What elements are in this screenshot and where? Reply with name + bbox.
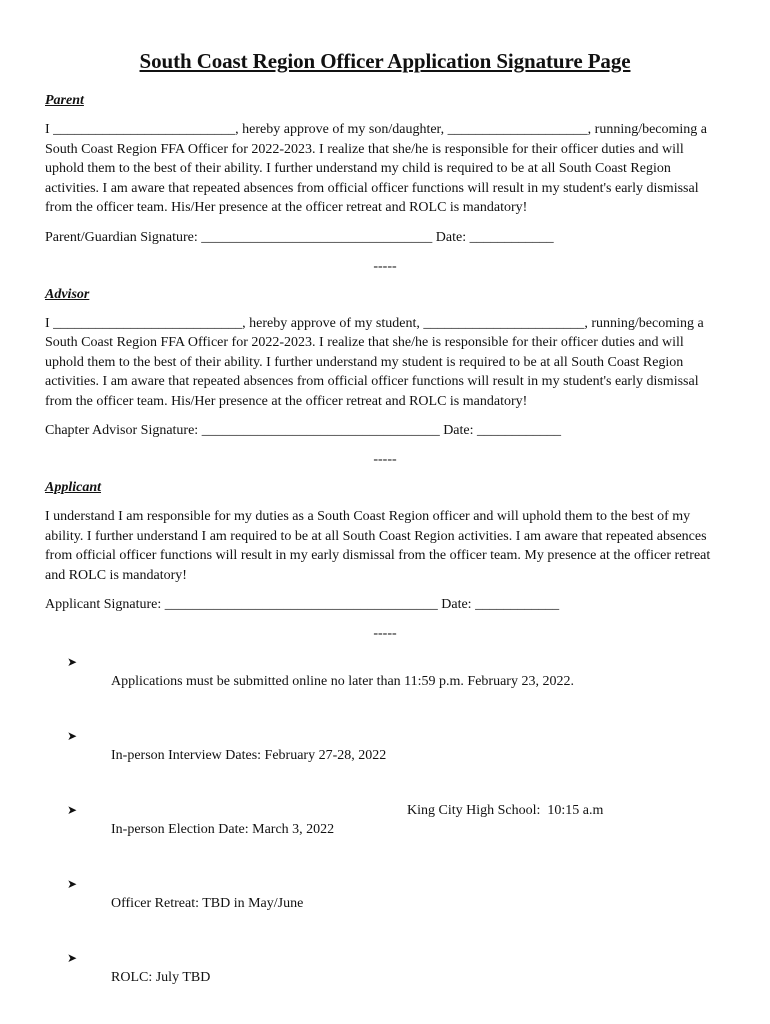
arrow-bullet-icon: ➤ bbox=[67, 655, 78, 669]
list-item bbox=[45, 875, 725, 932]
advisor-signature-line: Chapter Advisor Signature: __________________________________ Date: ____________ bbox=[45, 423, 562, 438]
list-item-text: Applications must be submitted online no later than 11:59 p.m. February 23, 2022. bbox=[111, 674, 574, 689]
advisor-heading: Advisor bbox=[45, 286, 90, 302]
list-item bbox=[45, 653, 725, 710]
separator: ----- bbox=[373, 258, 397, 274]
advisor-section bbox=[45, 286, 725, 441]
list-item-text: In-person Interview Dates: February 27-28, 2022 bbox=[111, 748, 387, 763]
arrow-bullet-icon: ➤ bbox=[67, 729, 78, 743]
parent-heading: Parent bbox=[45, 93, 84, 108]
parent-signature-line: Parent/Guardian Signature: _________________________________ Date: ____________ bbox=[45, 229, 554, 245]
page-title: South Coast Region Officer Application Signature Page bbox=[139, 49, 631, 73]
arrow-bullet-icon: ➤ bbox=[67, 803, 78, 817]
applicant-signature-line: Applicant Signature: _______________________________________ Date: ____________ bbox=[45, 597, 560, 612]
list-item-text: In-person Election Date: March 3, 2022 bbox=[111, 822, 335, 837]
applicant-statement-text: I understand I am responsible for my duties as a South Coast Region officer and will uphold them to the best of my ability. I further understand I am required to be at all South Coast Region activities. I am aware that repeated absences from official officer functions will result in my early dismissal from the officer team. My presence at the officer retreat and ROLC is mandatory! bbox=[45, 509, 711, 583]
list-item-text: ROLC: July TBD bbox=[111, 970, 211, 985]
parent-section bbox=[45, 92, 725, 247]
arrow-bullet-icon: ➤ bbox=[67, 877, 78, 891]
signature-page bbox=[45, 46, 725, 1023]
arrow-bullet-icon: ➤ bbox=[67, 951, 78, 965]
deadline-list bbox=[45, 653, 725, 1006]
parent-approval-text: I __________________________, hereby approve of my son/daughter, ____________________, running/becoming a South Coast Region FFA Officer for 2022-2023. I realize that she/he is responsible for their officer duties and will uphold them to the best of their ability. I further understand my child is required to be at all South Coast Region activities. I am aware that repeated absences from official officer functions will result in my student's early dismissal from the officer team. His/Her presence at the officer retreat and ROLC is mandatory! bbox=[45, 122, 708, 215]
list-item bbox=[45, 801, 725, 858]
applicant-section bbox=[45, 479, 725, 614]
list-item bbox=[45, 727, 725, 784]
separator: ----- bbox=[373, 626, 397, 641]
advisor-approval-text: I ___________________________, hereby approve of my student, _______________________, running/becoming a South Coast Region FFA Officer for 2022-2023. I realize that she/he is responsible for their officer duties and will uphold them to the best of their ability. I further understand my student is required to be at all South Coast Region activities. I am aware that repeated absences from official officer functions will result in my student's early dismissal from the officer team. His/Her presence at the officer retreat and ROLC is mandatory! bbox=[45, 315, 704, 409]
election-location: King City High School: 10:15 a.m bbox=[407, 803, 604, 818]
list-item bbox=[45, 949, 725, 1006]
applicant-heading: Applicant bbox=[45, 480, 102, 495]
separator: ----- bbox=[373, 452, 397, 467]
list-item-text: Officer Retreat: TBD in May/June bbox=[111, 896, 304, 911]
